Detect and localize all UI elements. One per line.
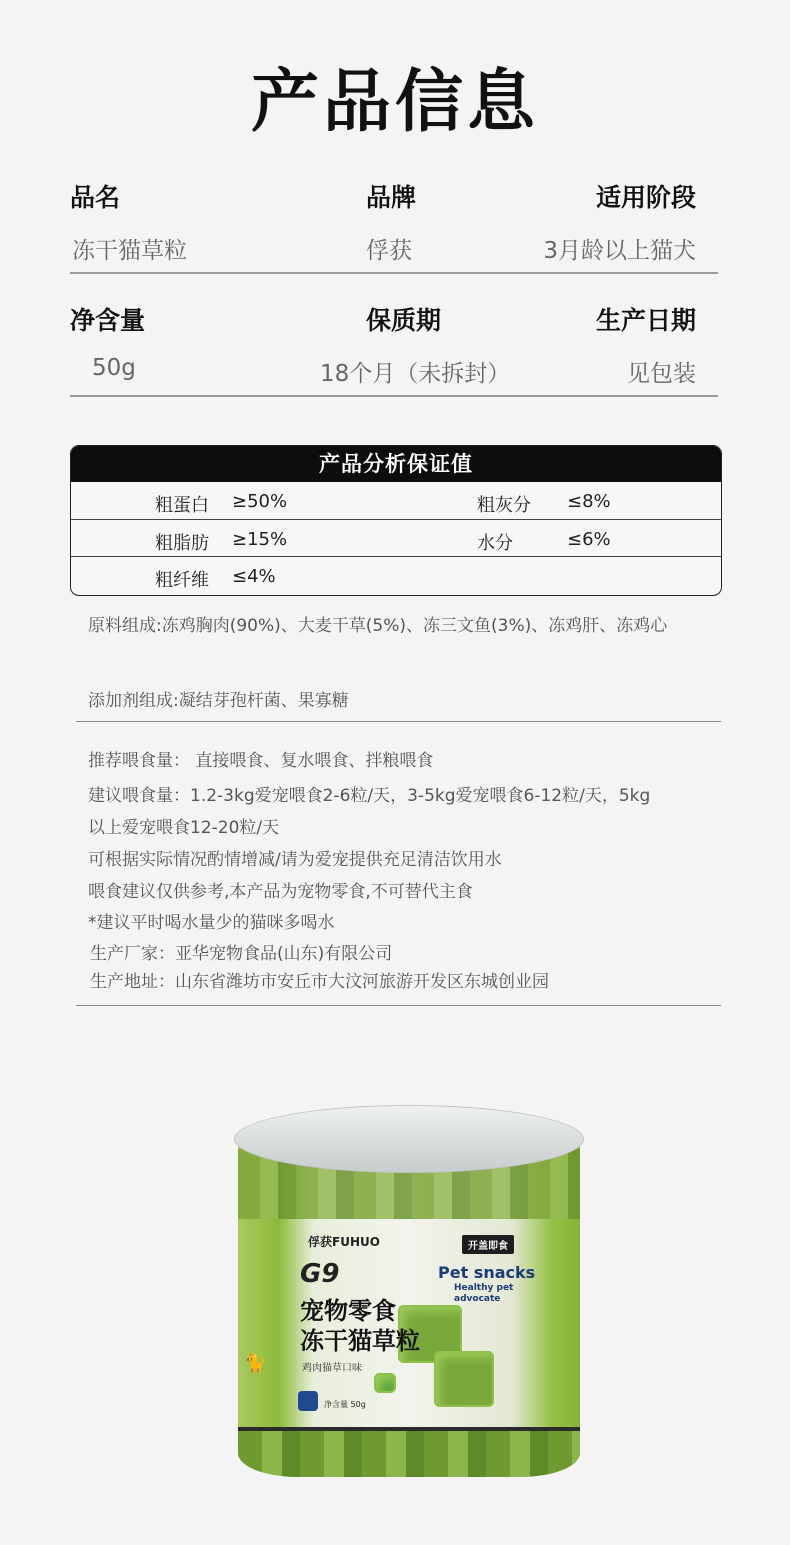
english-sub-1: Healthy pet <box>454 1283 514 1293</box>
info-value: 俘获 <box>366 238 412 264</box>
ingredients-text: 原料组成:冻鸡胸肉(90%)、大麦干草(5%)、冻三文鱼(3%)、冻鸡肝、冻鸡心 <box>88 616 668 636</box>
nutrient-name: 粗灰分 <box>477 495 531 516</box>
cat-silhouette-icon: 🐈 <box>244 1353 267 1374</box>
feeding-method: 推荐喂食量： 直接喂食、复水喂食、拌粮喂食 <box>88 751 434 771</box>
nutrient-value: ≤8% <box>567 491 611 512</box>
divider <box>76 721 721 722</box>
analysis-table-header: 产品分析保证值 <box>71 446 721 482</box>
additives-text: 添加剂组成:凝结芽孢杆菌、果寡糖 <box>88 691 349 711</box>
nutrient-value: ≤6% <box>567 529 611 550</box>
feeding-amount-2: 以上爱宠喂食12-20粒/天 <box>88 818 280 838</box>
info-label: 保质期 <box>366 306 442 335</box>
jar-body <box>238 1137 580 1477</box>
info-cell-stage <box>543 178 696 265</box>
nutrient-value: ≤4% <box>232 566 276 587</box>
info-label: 生产日期 <box>595 306 696 335</box>
cube <box>374 1373 396 1393</box>
manufacturer: 生产厂家：亚华宠物食品(山东)有限公司 <box>90 944 393 964</box>
feeding-note-3: *建议平时喝水量少的猫咪多喝水 <box>88 913 335 933</box>
nutrient-name: 粗脂肪 <box>155 533 209 554</box>
info-label: 适用阶段 <box>595 183 696 212</box>
package-name-1: 宠物零食 <box>300 1297 396 1325</box>
info-cell-brand <box>366 178 416 265</box>
cube <box>434 1351 494 1407</box>
analysis-table <box>70 445 722 596</box>
english-sub-2: advocate <box>454 1294 501 1304</box>
nutrient-name: 水分 <box>477 533 513 554</box>
package-name-2: 冻干猫草粒 <box>300 1327 420 1355</box>
divider <box>76 1005 721 1006</box>
info-value: 见包装 <box>627 361 696 387</box>
english-label: Pet snacks <box>438 1263 536 1282</box>
address: 生产地址：山东省潍坊市安丘市大汶河旅游开发区东城创业园 <box>90 972 549 992</box>
english-sub <box>454 1283 513 1305</box>
info-value: 18个月（未拆封） <box>320 361 511 387</box>
nutrient-name: 粗纤维 <box>155 570 209 591</box>
product-image <box>234 1105 584 1485</box>
jar-lid <box>234 1105 584 1173</box>
info-cell-name <box>70 178 187 265</box>
nutrient-value: ≥15% <box>232 529 288 550</box>
feeding-note-2: 喂食建议仅供参考,本产品为宠物零食,不可替代主食 <box>88 882 473 902</box>
divider <box>70 395 718 397</box>
info-value: 3月龄以上猫犬 <box>543 238 696 264</box>
brand-logo: 俘获FUHUO <box>308 1235 380 1249</box>
series-label: G9 <box>300 1259 340 1289</box>
info-cell-net <box>70 301 145 381</box>
table-row <box>71 482 721 519</box>
net-weight-label: 净含量 50g <box>324 1400 366 1409</box>
info-label: 净含量 <box>70 306 146 335</box>
flavor-label: 鸡肉猫草口味 <box>302 1363 362 1374</box>
info-value: 冻干猫草粒 <box>72 238 187 264</box>
nutrient-value: ≥50% <box>232 491 288 512</box>
freeze-dried-cubes-bottom <box>238 1431 580 1477</box>
info-label: 品名 <box>70 183 121 212</box>
divider <box>70 272 718 274</box>
open-badge: 开盖即食 <box>462 1235 514 1254</box>
info-value: 50g <box>92 355 136 381</box>
pet-logo-icon <box>298 1391 318 1411</box>
page-title: 产品信息 <box>250 63 539 142</box>
nutrient-name: 粗蛋白 <box>155 495 209 516</box>
table-row <box>71 556 721 593</box>
feeding-note-1: 可根据实际情况酌情增减/请为爱宠提供充足清洁饮用水 <box>88 850 502 870</box>
table-row <box>71 519 721 556</box>
info-cell-shelf-life <box>320 301 511 388</box>
info-label: 品牌 <box>366 183 417 212</box>
feeding-amount-1: 建议喂食量：1.2-3kg爱宠喂食2-6粒/天，3-5kg爱宠喂食6-12粒/天，5kg <box>88 786 651 806</box>
info-cell-date <box>596 301 696 388</box>
